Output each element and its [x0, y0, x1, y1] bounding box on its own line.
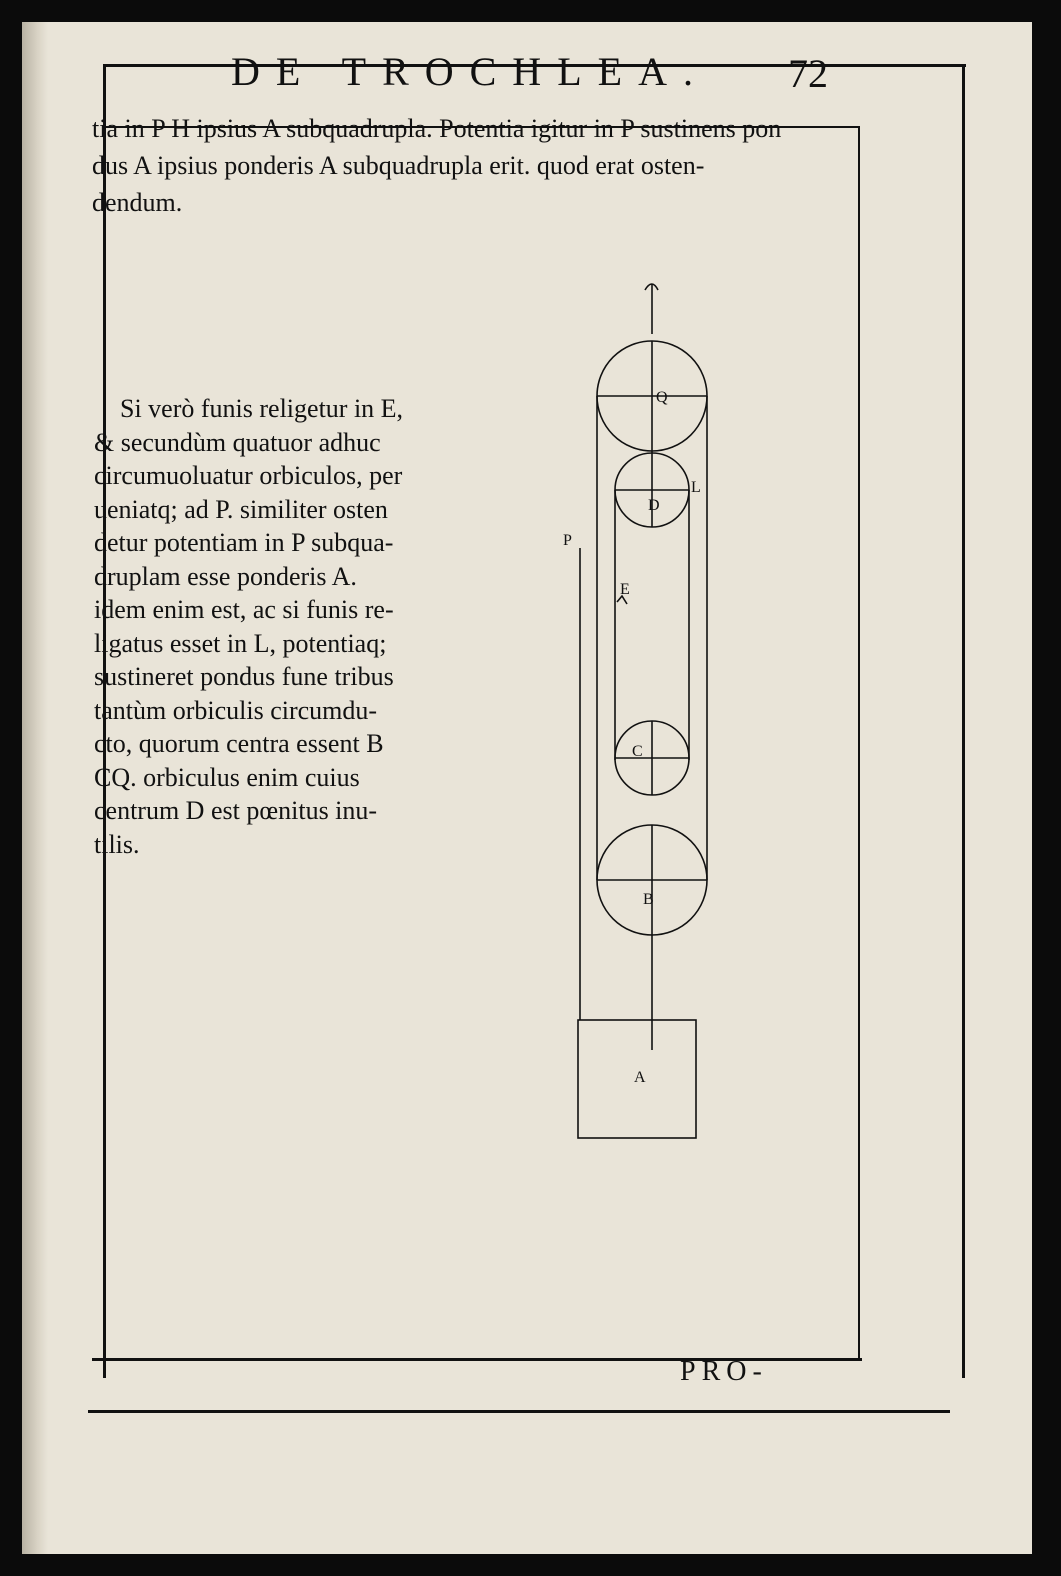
- text-line: dus A ipsius ponderis A subquadrupla erit. quod erat osten-: [92, 151, 705, 180]
- text-line: dendum.: [92, 188, 183, 217]
- label-a: A: [634, 1069, 646, 1086]
- text-line: sustineret pondus fune tribus: [94, 662, 394, 691]
- text-line: CQ. orbiculus enim cuius: [94, 762, 360, 792]
- label-b: B: [643, 891, 654, 908]
- text-line: ueniatq; ad P. similiter osten: [94, 494, 388, 524]
- text-line: circumuoluatur orbiculos, per: [94, 461, 403, 490]
- text-line: idem enim est, ac si funis re-: [94, 595, 394, 624]
- label-q: Q: [656, 389, 668, 406]
- text-line: tantùm orbiculis circumdu-: [94, 695, 378, 725]
- catchword: PRO-: [680, 1356, 768, 1387]
- label-e: E: [620, 581, 630, 598]
- text-line: ligatus esset in L, potentiaq;: [94, 628, 387, 658]
- label-d: D: [648, 497, 660, 514]
- label-l: L: [691, 479, 701, 496]
- text-line: Si verò funis religetur in E,: [120, 394, 404, 423]
- page-number: 72: [788, 51, 828, 96]
- text-line: cto, quorum centra essent B: [94, 729, 384, 758]
- label-p: P: [563, 532, 572, 549]
- text-line: & secundùm quatuor adhuc: [94, 427, 381, 457]
- text-line: centrum D est pœnitus inu-: [94, 796, 378, 825]
- text-line: druplam esse ponderis A.: [94, 561, 357, 591]
- text-line: detur potentiam in P subqua-: [94, 528, 394, 557]
- label-c: C: [632, 743, 643, 760]
- running-head: DE TROCHLEA.: [231, 49, 709, 94]
- text-line: tilis.: [94, 829, 140, 859]
- text-line: tia in P H ipsius A subquadrupla. Potentia igitur in P sustinens pon: [92, 114, 782, 143]
